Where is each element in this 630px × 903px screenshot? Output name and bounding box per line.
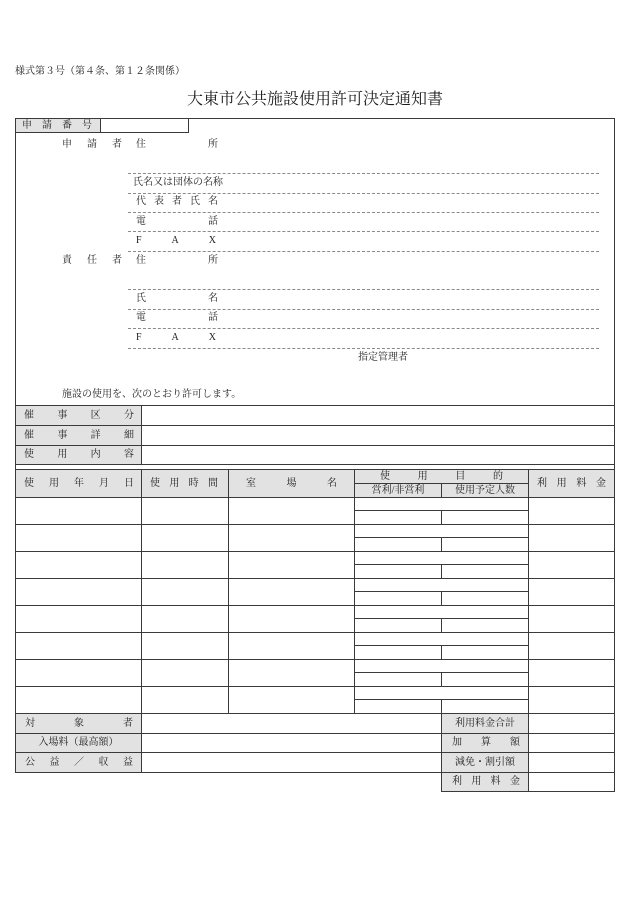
schedule-profit-cell [354,645,442,660]
purpose-header: 使 用 目 的 [380,470,503,482]
attendees-header: 使用予定人数 [455,484,515,496]
schedule-time-cell [141,578,229,606]
schedule-purpose-cell [354,686,529,700]
target-label: 対 象 者 [25,717,133,729]
schedule-room-cell [228,632,355,660]
fee-header-cell [528,469,615,498]
schedule-purpose-cell [354,659,529,673]
application-number-label-cell [15,118,101,133]
date-header-cell [15,469,142,498]
schedule-attendees-cell [441,591,529,606]
schedule-room-cell [228,578,355,606]
event-detail-field [141,425,615,446]
fee-total-label-cell [441,713,529,734]
profit-header-cell [354,483,442,498]
schedule-fee-cell [528,524,615,552]
schedule-time-cell [141,524,229,552]
application-number-field [100,118,189,133]
schedule-time-cell [141,686,229,714]
discount-label-cell [441,752,529,773]
responsible-fax-line [128,348,599,349]
fee-header: 利 用 料 金 [537,477,606,489]
schedule-fee-cell [528,551,615,579]
document-title: 大東市公共施設使用許可決定通知書 [186,91,443,108]
admission-label: 入場料（最高額） [38,737,119,748]
schedule-date-cell [15,659,142,687]
responsible-name-line [128,309,599,310]
event-category-label: 催 事 区 分 [24,409,134,421]
schedule-attendees-cell [441,672,529,687]
applicant-name-label: 氏名又は団体の名称 [133,177,223,188]
application-number-label: 申 請 番 号 [22,119,92,131]
schedule-date-cell [15,686,142,714]
schedule-date-cell [15,578,142,606]
purpose-header-cell [354,469,529,484]
schedule-purpose-cell [354,605,529,619]
schedule-profit-cell [354,591,442,606]
schedule-row [15,686,615,714]
schedule-row [15,497,615,525]
schedule-time-cell [141,659,229,687]
usage-label-cell [15,445,142,465]
applicant-phone-label: 電 話 [136,216,218,227]
event-category-field [141,405,615,426]
discount-label: 減免・割引額 [455,756,515,768]
schedule-attendees-cell [441,510,529,525]
applicant-fax-label: F A X [136,235,216,246]
schedule-fee-cell [528,578,615,606]
schedule-room-cell [228,686,355,714]
schedule-profit-cell [354,672,442,687]
schedule-purpose-cell [354,524,529,538]
schedule-attendees-cell [441,618,529,633]
schedule-room-cell [228,659,355,687]
schedule-row [15,551,615,579]
applicant-address-label: 住 所 [136,139,218,150]
schedule-room-cell [228,497,355,525]
schedule-fee-cell [528,632,615,660]
schedule-row [15,632,615,660]
applicant-representative-line [128,212,599,213]
schedule-purpose-cell [354,551,529,565]
surcharge-field [528,733,615,753]
surcharge-label-cell [441,733,529,753]
schedule-time-cell [141,551,229,579]
schedule-date-cell [15,497,142,525]
schedule-row [15,659,615,687]
schedule-time-cell [141,632,229,660]
form-number: 様式第３号（第４条、第１２条関係） [15,66,185,77]
event-detail-label-cell [15,425,142,446]
event-category-label-cell [15,405,142,426]
schedule-date-cell [15,551,142,579]
schedule-profit-cell [354,510,442,525]
public-field [141,752,442,773]
responsible-phone-line [128,328,599,329]
room-header: 室 場 名 [246,477,337,489]
schedule-time-cell [141,497,229,525]
fee-label: 利 用 料 金 [452,776,520,787]
schedule-date-cell [15,605,142,633]
event-detail-label: 催 事 詳 細 [24,429,134,441]
schedule-profit-cell [354,564,442,579]
permission-statement: 施設の使用を、次のとおり許可します。 [62,389,242,400]
schedule-date-cell [15,524,142,552]
schedule-fee-cell [528,497,615,525]
attendees-header-cell [441,483,529,498]
profit-header: 営利/非営利 [371,484,425,496]
schedule-profit-cell [354,618,442,633]
fee-total-label: 利用料金合計 [455,717,515,729]
schedule-room-cell [228,551,355,579]
schedule-profit-cell [354,699,442,714]
admission-label-cell [15,733,142,753]
usage-label: 使 用 内 容 [24,449,134,460]
discount-field [528,752,615,773]
public-label: 公 益 ／ 収 益 [25,756,133,768]
schedule-row [15,578,615,606]
applicant-name-line [128,193,599,194]
applicant-phone-line [128,231,599,232]
schedule-room-cell [228,524,355,552]
fee-label-cell [441,772,529,792]
schedule-fee-cell [528,686,615,714]
room-header-cell [228,469,355,498]
schedule-room-cell [228,605,355,633]
schedule-attendees-cell [441,537,529,552]
fee-field [528,772,615,792]
schedule-row [15,524,615,552]
schedule-purpose-cell [354,497,529,511]
responsible-address-line [128,289,599,290]
schedule-purpose-cell [354,578,529,592]
applicant-address-line [128,173,599,174]
schedule-fee-cell [528,659,615,687]
applicant-representative-label: 代 表 者 氏 名 [136,196,218,207]
responsible-phone-label: 電 話 [136,312,218,323]
schedule-purpose-cell [354,632,529,646]
time-header: 使 用 時 間 [150,477,218,489]
schedule-attendees-cell [441,645,529,660]
target-label-cell [15,713,142,734]
schedule-profit-cell [354,537,442,552]
schedule-attendees-cell [441,564,529,579]
schedule-time-cell [141,605,229,633]
schedule-attendees-cell [441,699,529,714]
issuer-label: 指定管理者 [358,352,408,363]
applicant-fax-line [128,251,599,252]
public-label-cell [15,752,142,773]
schedule-date-cell [15,632,142,660]
responsible-address-label: 住 所 [136,255,218,266]
schedule-row [15,605,615,633]
fee-total-field [528,713,615,734]
surcharge-label: 加 算 額 [452,737,520,748]
target-field [141,713,442,734]
admission-field [141,733,442,753]
schedule-fee-cell [528,605,615,633]
time-header-cell [141,469,229,498]
usage-field [141,445,615,465]
responsible-name-label: 氏 名 [136,293,218,304]
responsible-fax-label: F A X [136,332,216,343]
responsible-heading: 責 任 者 [62,255,122,266]
applicant-heading: 申 請 者 [62,139,122,150]
date-header: 使 用 年 月 日 [24,477,134,489]
